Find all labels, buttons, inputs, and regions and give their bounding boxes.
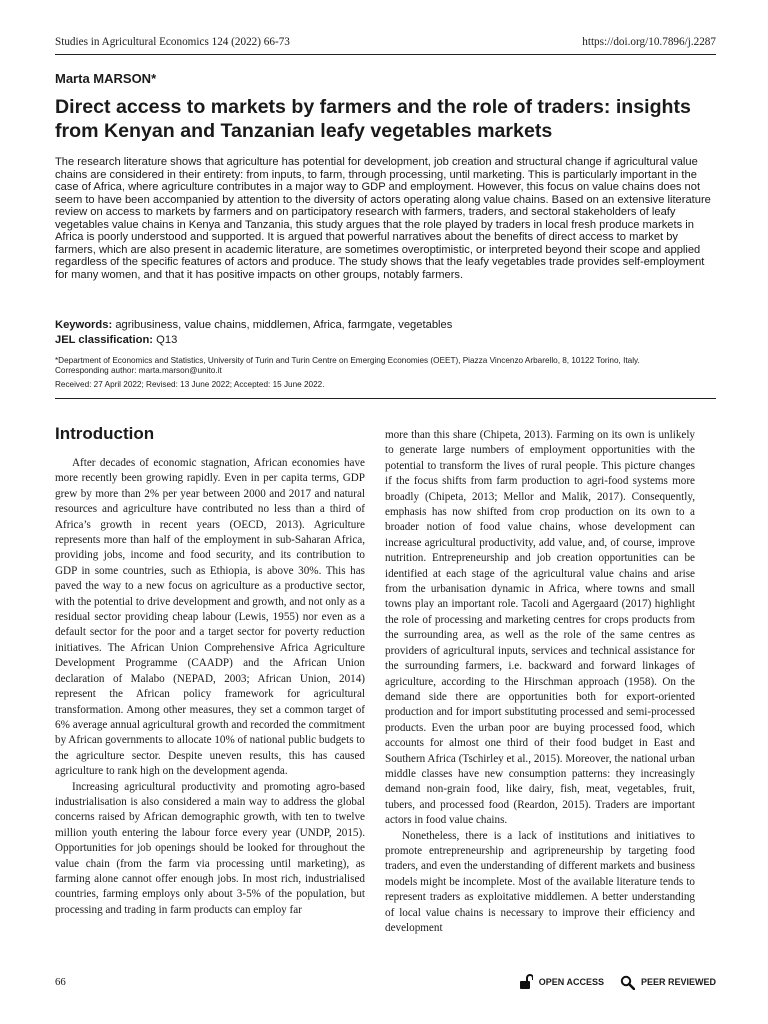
open-access-badge xyxy=(519,974,604,990)
peer-reviewed-badge xyxy=(620,975,716,990)
doi-link[interactable]: https://doi.org/10.7896/j.2287 xyxy=(582,36,716,48)
body-paragraph: After decades of economic stagnation, African economies have more recently been growing rapidly. Even in per capita terms, GDP grew by more than 2% per year between 2000 and 2017 and natural resources and agriculture have contributed no less than a third of Africa’s growth in recent years (OECD, 2013). Agriculture represents more than half of the employment in sub-Saharan Africa, providing jobs, income and food security, and its contribution to GDP in some countries, such as Ethiopia, is above 30%. This has paved the way to a new focus on agriculture as a productive sector, with the potential to drive development and growth, and not only as a residual sector providing cheap labour (Lewis, 1955) nor even as a default sector for the poor and a target sector for poverty reduction initiatives. The African Union Comprehensive Africa Agriculture Development Programme (CAADP) and the African Union declaration of Malabo (NEPAD, 2003; African Union, 2014) represent the African policy framework for agricultural transformation. Among other measures, they set a common target of 6% average annual agricultural growth and recorded the commitment by African governments to allocate 10% of national public budgets to the agriculture sector. Despite uneven results, this has caused agriculture to rank high on the development agenda. xyxy=(55,457,366,778)
page-footer xyxy=(55,974,716,994)
magnifier-icon xyxy=(620,975,635,990)
jel-value: Q13 xyxy=(156,334,178,346)
body-paragraph: Increasing agricultural productivity and promoting agro-based industrialisation is also considered a main way to address the global concerns raised by African demographic growth, with ten to twelve million youth entering the labour force every year (UNDP, 2015). Opportunities for job openings should be looked for throughout the value chain (from the farm via processing until marketing), as farming alone cannot offer enough jobs. In most rich, industrialised countries, farming employs only about 3-5% of the population, but processing and trading in farm products can employ far xyxy=(55,780,365,916)
running-head xyxy=(55,36,716,48)
section-heading-introduction: Introduction xyxy=(55,424,155,443)
keywords-label: Keywords: xyxy=(55,319,113,331)
peer-reviewed-label: PEER REVIEWED xyxy=(640,977,716,987)
journal-citation: Studies in Agricultural Economics 124 (2022) 66-73 xyxy=(55,36,290,48)
jel-line xyxy=(55,333,716,348)
abstract: The research literature shows that agriculture has potential for development, job creation and structural change if agricultural value chains are considered in their entirety: from inputs, to farm, through processing, until marketing. This is particularly important in the case of Africa, where agriculture contributes in a major way to GDP and employment. However, this focus on value chains does not seem to have been accompanied by attention to the diversity of actors operating along value chains. Based on an extensive literature review on access to markets by farmers and on participatory research with farmers, traders, and sectoral stakeholders of leafy vegetables value chains in Kenya and Tanzania, this study argues that the role played by traders in local fresh produce markets in Africa is poorly understood and supported. It is argued that powerful narratives about the benefits of direct access to market by farmers, which are also present in academic literature, are sometimes overoptimistic, or interpreted beyond their scope and applied regardless of the specific features of actors and produce. The study shows that the leafy vegetables trade provides self-employment for many women, and that it has positive impacts on other groups, notably farmers. xyxy=(55,156,711,281)
open-access-label: OPEN ACCESS xyxy=(538,977,604,987)
body-paragraph: Nonetheless, there is a lack of institutions and initiatives to promote entrepreneurship and agripreneurship by targeting food traders, and even the understanding of different markets and business models might be incomplete. Most of the available literature tends to represent traders as exploitative middlemen. A better understanding of local value chains is necessary to improve their efficiency and development xyxy=(385,829,695,934)
body-column-right xyxy=(385,428,695,958)
keywords-line xyxy=(55,318,716,333)
badges xyxy=(519,974,716,990)
keywords-block xyxy=(55,318,716,348)
author-name: Marta MARSON* xyxy=(55,71,157,86)
keywords-value: agribusiness, value chains, middlemen, Africa, farmgate, vegetables xyxy=(115,319,453,331)
article-dates: Received: 27 April 2022; Revised: 13 June 2022; Accepted: 15 June 2022. xyxy=(55,380,325,389)
article-title: Direct access to markets by farmers and the role of traders: insights from Kenyan and Tanzanian leafy vegetables markets xyxy=(55,96,691,142)
open-lock-icon xyxy=(519,974,533,990)
affiliation-block xyxy=(55,356,716,376)
affiliation: *Department of Economics and Statistics, University of Turin and Turin Centre on Emerging Economies (OEET), Piazza Vincenzo Arbarello, 8, 10122 Torino, Italy. xyxy=(55,356,640,365)
body-paragraph: more than this share (Chipeta, 2013). Farming on its own is unlikely to generate large numbers of employment opportunities with the potential to transform the lives of rural people. This picture changes if the focus shifts from farm production to agri-food systems more broadly (Chipeta, 2013; Mellor and Malik, 2017). Consequently, emphasis has now shifted from crop production on its own to a broader notion of food value chains, whose development can increase agricultural productivity, add value, and, of course, improve nutrition. Entrepreneurship and job creation opportunities can be identified at each stage of the agricultural value chains and arise from the urbanisation dynamic in Africa, where towns and small towns play an important role. Tacoli and Agergaard (2017) highlight the role of processing and marketing centres for crops products from the surrounding area, as well as the role of the same centres as providers of agricultural inputs, services and technical assistance for the surrounding farmers, i.e. backward and forward linkages of agriculture, according to the Hirschman approach (1958). On the demand side there are opportunities both for export-oriented production and for import substituting processed and semi-processed products. Even the urban poor are buying processed food, which accounts for almost one third of their food budget in East and Southern Africa (Tschirley et al., 2015). Moreover, the national urban middle classes have new consumption patterns: they increasingly demand non-grain food, like dairy, fish, meat, vegetables, fruit, tubers, and processed food (Reardon, 2015). Traders are important actors in food value chains. xyxy=(385,429,695,827)
abstract-rule xyxy=(55,398,716,399)
header-rule xyxy=(55,54,716,55)
corresponding-author: Corresponding author: marta.marson@unito.it xyxy=(55,366,222,376)
page-number: 66 xyxy=(55,976,66,988)
jel-label: JEL classification: xyxy=(55,334,154,346)
body-column-left xyxy=(55,456,365,956)
